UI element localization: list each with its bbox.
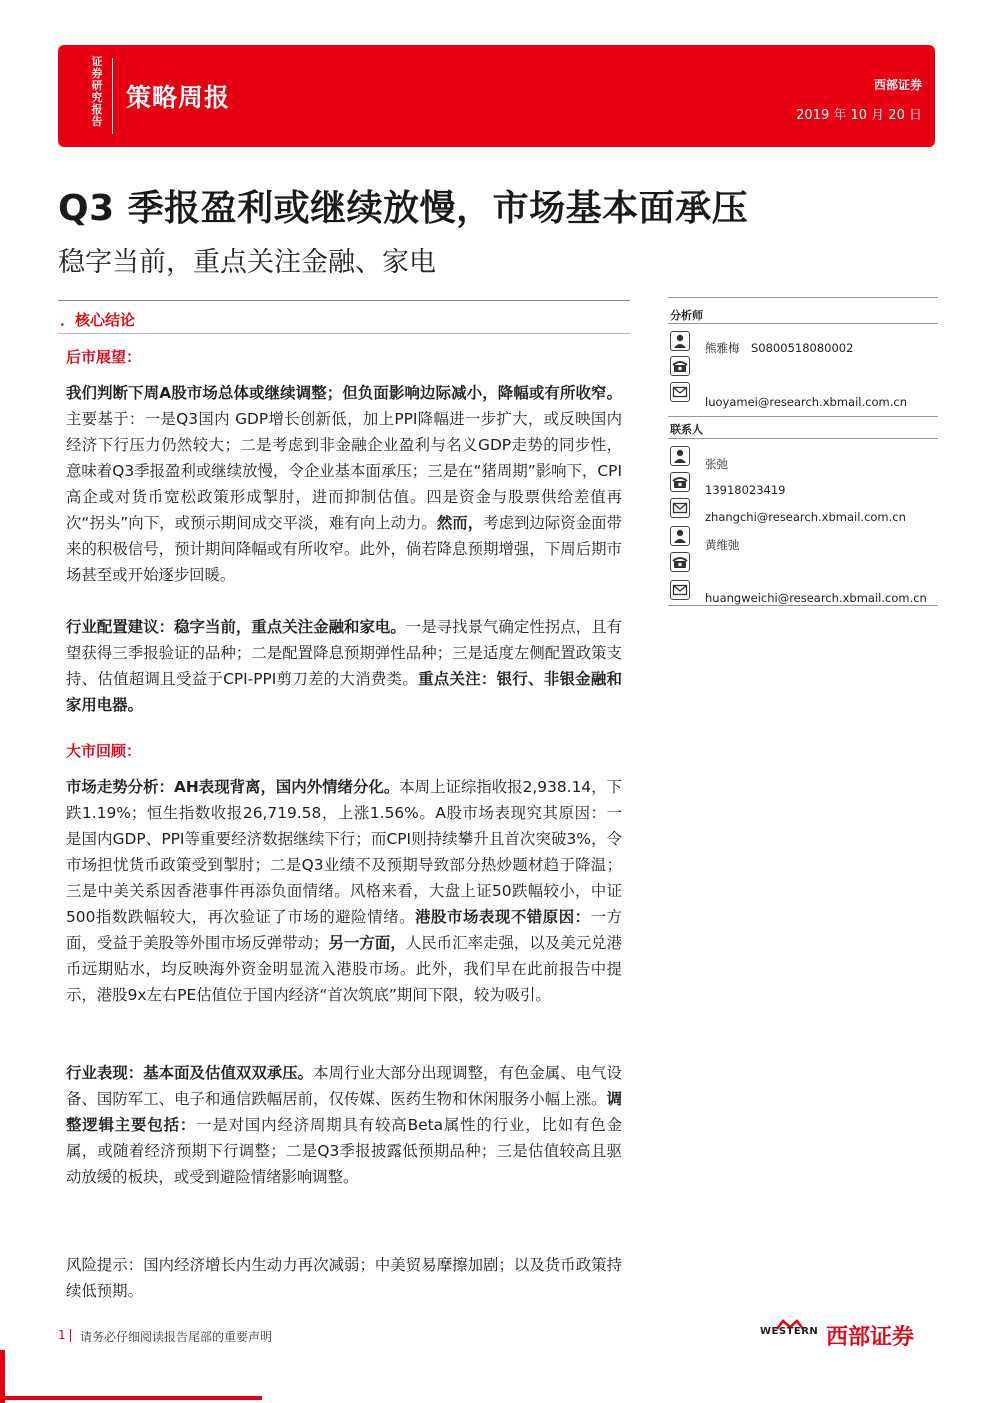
person-icon <box>670 331 690 351</box>
sidebar-top-divider <box>668 297 938 298</box>
header-brand: 西部证券 <box>873 78 922 92</box>
report-type: 策略周报 <box>126 83 231 112</box>
phone-icon <box>670 552 690 572</box>
industry-lead: 行业表现：基本面及估值双双承压。 <box>66 1064 314 1082</box>
section-review-title: 大市回顾： <box>66 742 142 760</box>
analyst-name: 熊雅梅 S0800518080002 <box>705 341 854 355</box>
contact1-email[interactable]: zhangchi@research.xbmail.com.cn <box>705 510 906 524</box>
contact-top-divider <box>668 416 938 417</box>
top-divider <box>58 300 630 301</box>
page-subtitle: 稳字当前，重点关注金融、家电 <box>58 247 436 278</box>
outlook-body-2: 考虑到边际资金面带来的积极信号，预计期间降幅或有所收窄。此外，倘若降息预期增强，下周后期市场甚至或开始逐步回暖。 <box>66 514 622 584</box>
risk-warning: 风险提示：国内经济增长内生动力再次减弱；中美贸易摩擦加剧；以及货币政策持续低预期。 <box>66 1256 622 1300</box>
page-number: 1 <box>58 1328 66 1342</box>
allocation-lead: 行业配置建议：稳字当前，重点关注金融和家电。 <box>66 618 406 636</box>
hk-body-2: 人民币汇率走强，以及美元兑港币远期贴水，均反映海外资金明显流入港股市场。此外，我们早在此前报告中提示，港股9x左右PE估值位于国内经济“首次筑底”期间下限，较为吸引。 <box>66 934 622 1004</box>
contact-label: 联系人 <box>670 423 703 436</box>
paragraph-industry <box>66 1060 622 1190</box>
person-icon <box>670 526 690 546</box>
sidebar-bottom-divider <box>668 605 938 606</box>
outlook-body: 主要基于：一是Q3国内 GDP增长创新低，加上PPI降幅进一步扩大，或反映国内经济下行压力仍然较大；二是考虑到非金融企业盈利与名义GDP走势的同步性，意味着Q3季报盈利或继续放慢，令企业基本面承压；三是在“猪周期”影响下，CPI高企或对货币宽松政策形成掣肘，进而抑制估值。四是资金与股票供给差值再次“拐头”向下，或预示期间成交平淡，难有向上动力。 <box>66 410 622 532</box>
email-icon <box>670 498 690 518</box>
footer-disclaimer: 请务必仔细阅读报告尾部的重要声明 <box>80 1330 273 1344</box>
section-outlook-title: 后市展望： <box>66 348 142 366</box>
corner-accent-horizontal <box>0 1396 262 1400</box>
contact2-name: 黄维弛 <box>705 538 740 552</box>
footer-logo-cn: 西部证券 <box>826 1325 915 1350</box>
paragraph-market-trend <box>66 774 622 1008</box>
contact1-phone: 13918023419 <box>705 483 786 497</box>
contact2-email[interactable]: huangweichi@research.xbmail.com.cn <box>705 591 927 605</box>
footer-logo-en: WESTERN <box>760 1326 819 1337</box>
email-icon <box>670 382 690 402</box>
industry-body: 本周行业大部分出现调整，有色金属、电气设备、国防军工、电子和通信跌幅居前，仅传媒、医药生物和休闲服务小幅上涨。 <box>66 1064 622 1108</box>
hk-lead: 港股市场表现不错原因： <box>415 908 591 926</box>
analyst-email[interactable]: luoyamei@research.xbmail.com.cn <box>705 395 907 409</box>
outlook-lead-2: 然而， <box>436 514 484 532</box>
paragraph-allocation <box>66 614 622 718</box>
contact1-name: 张弛 <box>705 457 728 471</box>
trend-lead: 市场走势分析：AH表现背离，国内外情绪分化。 <box>66 778 400 796</box>
core-divider <box>58 333 630 334</box>
phone-icon <box>670 472 690 492</box>
paragraph-outlook <box>66 380 622 588</box>
industry-logic-body: 一是对国内经济周期具有较高Beta属性的行业，比如有色金属，或随着经济预期下行调整；二是Q3季报披露低预期品种；三是估值较高且驱动放缓的板块，或受到避险情绪影响调整。 <box>66 1116 622 1186</box>
footer-divider <box>70 1329 71 1342</box>
core-heading: ．核心结论 <box>60 311 136 329</box>
report-date: 2019 年 10 月 20 日 <box>796 108 922 123</box>
header-divider <box>112 58 113 134</box>
sidebar-divider <box>668 323 938 324</box>
hk-body: 一方面，受益于美股等外围市场反弹带动； <box>66 908 622 952</box>
hk-lead-2: 另一方面， <box>328 934 406 952</box>
allocation-focus: 重点关注：银行、非银金融和家用电器。 <box>66 670 622 714</box>
page-title: Q3 季报盈利或继续放慢，市场基本面承压 <box>58 188 749 229</box>
vertical-report-label: 证券研究报告 <box>91 55 103 128</box>
contact-divider <box>668 438 938 439</box>
allocation-body: 一是寻找景气确定性拐点，且有望获得三季报验证的品种；二是配置降息预期弹性品种；三是适度左侧配置政策支持、估值超调且受益于CPI-PPI剪刀差的大消费类。 <box>66 618 622 688</box>
industry-logic-lead: 调整逻辑主要包括： <box>66 1090 622 1134</box>
outlook-lead: 我们判断下周A股市场总体或继续调整；但负面影响边际减小，降幅或有所收窄。 <box>66 384 622 402</box>
phone-icon <box>670 356 690 376</box>
analyst-label: 分析师 <box>670 309 703 322</box>
trend-body: 本周上证综指收报2,938.14，下跌1.19%；恒生指数收报26,719.58，上涨1.56%。A股市场表现究其原因：一是国内GDP、PPI等重要经济数据继续下行；而CPI则持续攀升且首次突破3%，令市场担忧货币政策受到掣肘；二是Q3业绩不及预期导致部分热炒题材趋于降温；三是中美关系因香港事件再添负面情绪。风格来看，大盘上证50跌幅较小，中证500指数跌幅较大，再次验证了市场的避险情绪。 <box>66 778 622 926</box>
person-icon <box>670 446 690 466</box>
email-icon <box>670 580 690 600</box>
